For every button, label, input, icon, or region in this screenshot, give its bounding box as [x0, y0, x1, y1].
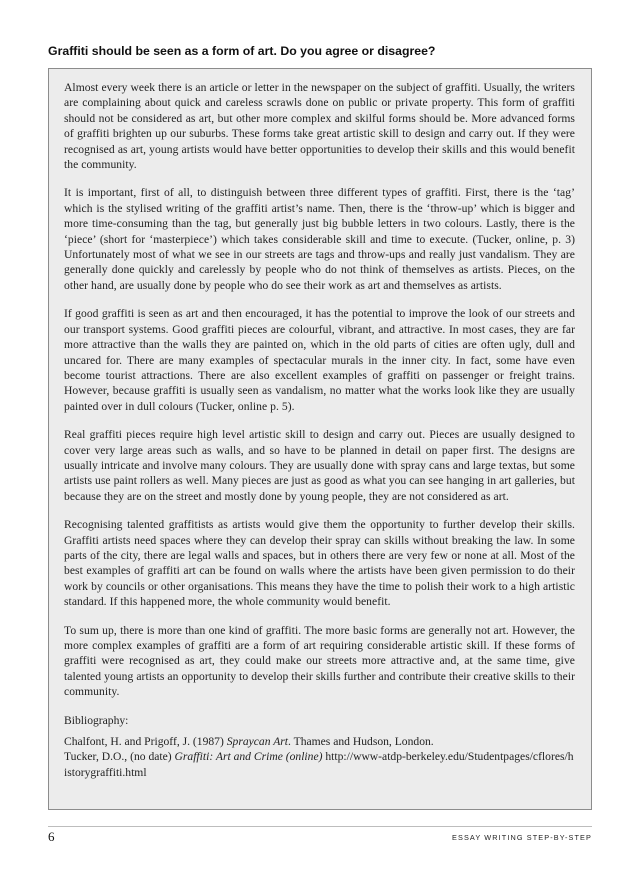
bibliography-heading: Bibliography: [64, 713, 129, 727]
entry-2-subtitle: : Art and Crime [209, 750, 283, 764]
footer-rule [48, 826, 592, 827]
essay-paragraph-2: It is important, first of all, to distinguish between three different types of graffiti. First, there is the ‘tag’ which is the stylised writing of the graffiti artist’s name. Then, there is the ‘throw-up’ which is bigger and more time-consuming than the tag, but generally just big bubble letters in two colours. Lastly, there is the ‘piece’ (short for ‘masterpiece’) which takes considerable skill and time to execute. (Tucker, online, p. 3) Unfortunately most of what we see in our streets are tags and throw-ups and really just vandalism. They are generally done quickly and carelessly by people who do not think of themselves as artists. Pieces, on the other hand, are usually done by people who do see their work as art and themselves as artists. [64, 186, 575, 292]
running-title: ESSAY WRITING STEP-BY-STEP [452, 833, 592, 842]
entry-1-authors: Chalfont, H. and Prigoff, J. (1987) [64, 735, 227, 749]
bibliography-entry-2 [64, 749, 575, 780]
entry-2-online: (online) [282, 750, 323, 764]
entry-1-title: Spraycan Art [226, 735, 289, 749]
essay-question-heading: Graffiti should be seen as a form of art. Do you agree or disagree? [48, 44, 436, 58]
entry-2-url: http://www-atdp-berkeley.edu/Studentpages/cflores/historygraffiti.html [64, 750, 574, 779]
page-number: 6 [48, 829, 55, 844]
entry-2-title: Graffiti [174, 750, 210, 764]
essay-paragraph-3: If good graffiti is seen as art and then encouraged, it has the potential to improve the look of our streets and our transport systems. Good graffiti pieces are colourful, vibrant, and attractive. In most cases, they are far more attractive than the walls they are painted on, which in the old parts of cities are often ugly, dull and uncared for. There are many examples of spectacular murals in the inner city. In fact, some have even become tourist attractions. There are also excellent examples of graffiti on passenger or freight trains. However, because graffiti is usually seen as vandalism, no matter what the works look like they are usually painted over in dull colours (Tucker, online p. 5). [64, 307, 575, 413]
bibliography [64, 713, 575, 781]
essay-paragraph-1: Almost every week there is an article or letter in the newspaper on the subject of graffiti. Usually, the writers are complaining about quick and careless scrawls done on public or private property. This form of graffiti should not be considered as art, but other more complex and skilful forms should be. More advanced forms of graffiti brighten up our suburbs. These forms take great artistic skill to design and carry out. If they were recognised as art, young artists would have better opportunities to develop their skills and this would benefit the community. [64, 81, 575, 172]
essay-paragraph-6: To sum up, there is more than one kind of graffiti. The more basic forms are generally not art. However, the more complex examples of graffiti are a form of art requiring considerable artistic skill. If these forms of graffiti were recognised as art, they could make our streets more attractive and, at the same time, give talented young artists an opportunity to develop their skills further and contribute their creative skills to their community. [64, 623, 575, 699]
essay-box [48, 68, 592, 810]
essay-paragraph-5: Recognising talented graffitists as artists would give them the opportunity to further develop their skills. Graffiti artists need spaces where they can develop their spray can skills without breaking the law. In some parts of the city, there are legal walls and spaces, but in others there are very few or none at all. Most of the best examples of graffiti art can be found on walls where the artists have been given permission to do their work by councils or other organisations. This means they have the time to polish their work to a high artistic standard. If this happened more, the whole community would benefit. [64, 518, 575, 609]
bibliography-entry-1 [64, 734, 575, 749]
entry-1-publisher: . Thames and Hudson, London. [288, 735, 434, 749]
essay-paragraph-4: Real graffiti pieces require high level artistic skill to design and carry out. Pieces are usually designed to cover very large areas such as walls, and so have to be planned in detail on paper first. The designs are usually intricate and involve many colours. They are usually done with spray cans and large textas, but some artists use paint rollers as well. Many pieces are just as good as what you can see hanging in art galleries, but because they are on the street and mostly done by young people, they are not considered as art. [64, 428, 575, 503]
entry-2-authors: Tucker, D.O., (no date) [64, 750, 175, 764]
